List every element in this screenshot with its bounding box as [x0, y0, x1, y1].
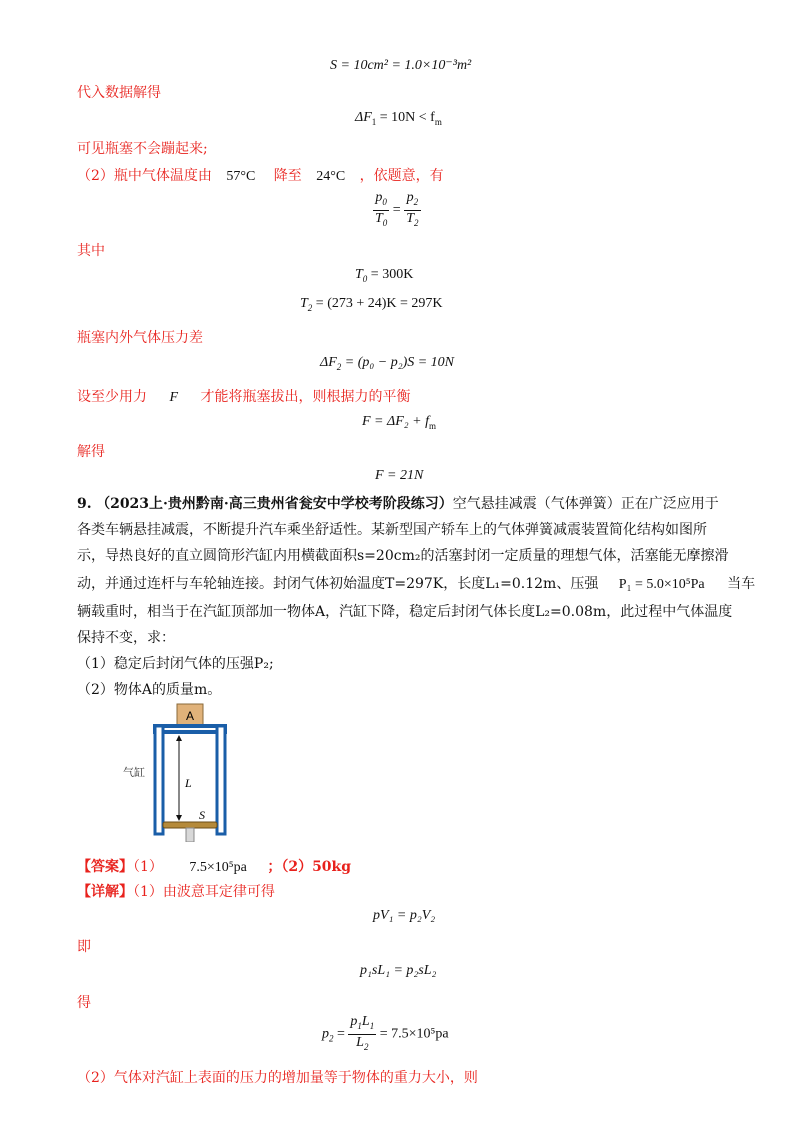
equation-p2-result: $p_2$ = $\frac{p_1L_1}{L_2}$ = 7.5×10⁵pa [322, 1014, 449, 1052]
piston [163, 822, 217, 828]
connecting-rod [186, 828, 194, 842]
initial-pressure: P₁ = 5.0×10⁵Pa [618, 577, 705, 592]
answer-1-value: 7.5×10⁵pa [189, 860, 247, 875]
cylinder-right-wall [217, 726, 225, 834]
temp2: 24°C [316, 169, 346, 184]
equation-deltaF1: $\Delta F_1 = 10N < f_m$ [355, 110, 442, 127]
temp1: 57°C [226, 169, 256, 184]
arrow-head-top [176, 735, 182, 741]
equation-gay-lussac: $\frac{p_0}{T_0}$ = $\frac{p_2}{T_2}$ [375, 190, 419, 228]
text-substitute: 代入数据解得 [77, 85, 161, 101]
equation-F-result: F = 21N [375, 468, 424, 483]
detail-part2: （2）气体对汽缸上表面的压力的增加量等于物体的重力大小，则 [77, 1070, 478, 1086]
question-9-line5: 辆载重时，相当于在汽缸顶部加一物体A，汽缸下降，稳定后封闭气体长度L₂=0.08m，此过程中气体温度 [77, 604, 733, 620]
cylinder-left-wall [155, 726, 163, 834]
equation-balance: $F = \Delta F_2 + f_m$ [362, 414, 436, 431]
label-cylinder: 气缸 [123, 766, 145, 779]
question-9-line2: 各类车辆悬挂减震，不断提升汽车乘坐舒适性。某新型国产轿车上的气体弹簧减震装置简化结构如图所 [77, 522, 707, 538]
arrow-head-bottom [176, 815, 182, 821]
equation-deltaF2: $\Delta F_2 = (p_0 - p_2)S = 10N$ [320, 355, 455, 372]
text-get: 得 [77, 995, 91, 1011]
question-9-sub2: （2）物体A的质量m。 [77, 682, 222, 698]
question-9-sub1: （1）稳定后封闭气体的压强P₂; [77, 656, 274, 672]
text-conclusion1: 可见瓶塞不会蹦起来; [77, 141, 208, 157]
label-s: S [199, 808, 205, 822]
question-source: （2023上·贵州黔南·高三贵州省瓮安中学校考阶段练习） [96, 496, 453, 512]
equation-boyle-expanded: p₁sL₁ = p₂sL₂ [360, 963, 437, 978]
equation-boyle: pV₁ = p₂V₂ [373, 908, 436, 923]
question-9-line3: 示，导热良好的直立圆筒形汽缸内用横截面积s=20cm₂的活塞封闭一定质量的理想气体，活塞能无摩擦滑 [77, 548, 729, 564]
text-pressure-diff: 瓶塞内外气体压力差 [77, 330, 203, 346]
text-ie: 即 [77, 939, 91, 955]
cylinder-svg [115, 702, 245, 842]
equation-area: S = 10cm² = 1.0×10⁻³m² [330, 58, 472, 73]
equation-T0: $T_0 = 300K$ [355, 267, 414, 284]
question-9-line1: 9. （2023上·贵州黔南·高三贵州省瓮安中学校考阶段练习）空气悬挂减震（气体弹簧）正在广泛应用于 [77, 496, 719, 512]
detail-line: 【详解】（1）由波意耳定律可得 [77, 884, 275, 900]
cylinder-top [155, 726, 225, 732]
equation-T2: $T_2 = (273 + 24)K = 297K$ [300, 296, 443, 313]
cylinder-diagram [115, 702, 245, 842]
label-l: L [185, 776, 192, 790]
question-9-line6: 保持不变，求： [77, 630, 175, 646]
question-9-line4: 动，并通过连杆与车轮轴连接。封闭气体初始温度T=297K，长度L₁=0.12m、压强 P₁ = 5.0×10⁵Pa 当车 [77, 576, 756, 592]
text-force-line: 设至少用力 F 才能将瓶塞拔出，则根据力的平衡 [77, 389, 411, 405]
label-a: A [185, 709, 195, 723]
answer-line: 【答案】（1） 7.5×10⁵pa ；（2）50kg [77, 859, 352, 875]
text-part2-line: （2）瓶中气体温度由 57°C 降至 24°C ，依题意，有 [77, 168, 444, 184]
text-solve: 解得 [77, 444, 105, 460]
text-where: 其中 [77, 243, 105, 259]
